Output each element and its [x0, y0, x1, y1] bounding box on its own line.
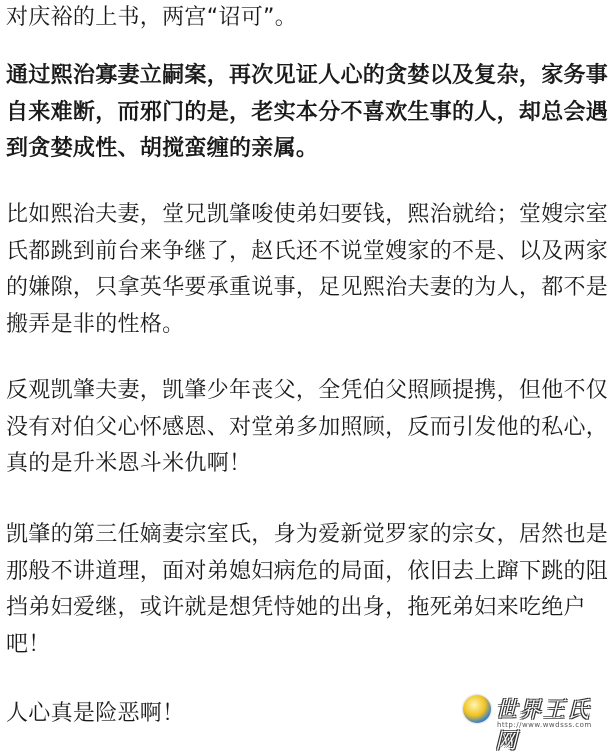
watermark-url: http://www.wwdsss.com	[497, 721, 592, 729]
paragraph-2-bold: 通过熙治寡妻立嗣案，再次见证人心的贪婪以及复杂，家务事自来难断，而邪门的是，老实本分不喜欢生事的人，却总会遇到贪婪成性、胡搅蛮缠的亲属。	[6, 63, 609, 161]
paragraph-6: 人心真是险恶啊！	[6, 701, 185, 726]
paragraph-1: 对庆裕的上书，两宫“诏可”。	[6, 5, 297, 30]
paragraph-4: 反观凯肇夫妻，凯肇少年丧父，全凭伯父照顾提携，但他不仅没有对伯父心怀感恩、对堂弟多加照顾，反而引发他的私心，真的是升米恩斗米仇啊！	[6, 378, 609, 476]
watermark-text: 世界王氏网	[495, 698, 592, 754]
globe-logo-icon	[463, 695, 491, 723]
paragraph-5: 凯肇的第三任嫡妻宗室氏，身为爱新觉罗家的宗女，居然也是那般不讲道理，面对弟媳妇病危的局面，依旧去上蹿下跳的阻挡弟妇爱继，或许就是想凭恃她的出身，拖死弟妇来吃绝户吧！	[6, 522, 609, 657]
site-watermark	[463, 691, 608, 754]
paragraph-3: 比如熙治夫妻，堂兄凯肇唆使弟妇要钱，熙治就给；堂嫂宗室氏都跳到前台来争继了，赵氏还不说堂嫂家的不是、以及两家的嫌隙，只拿英华要承重说事，足见熙治夫妻的为人，都不是搬弄是非的性格。	[6, 202, 609, 337]
